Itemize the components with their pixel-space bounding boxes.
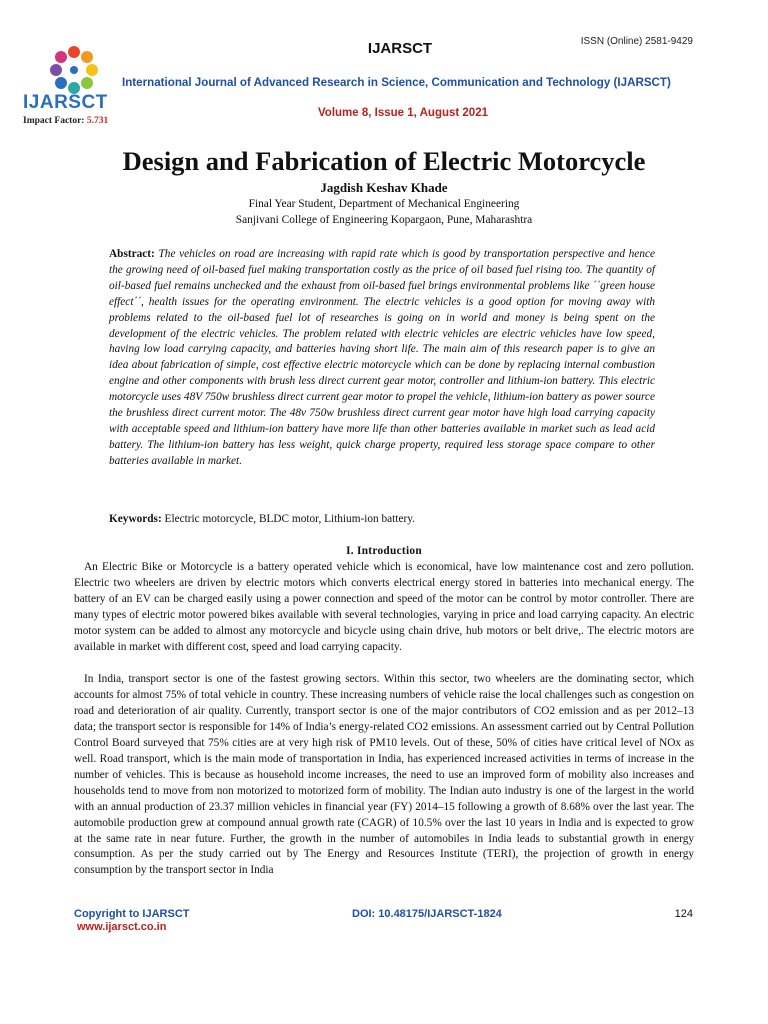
keywords-label: Keywords: [109,513,162,525]
logo-wordmark: IJARSCT [23,92,108,113]
footer-copyright: Copyright to IJARSCT [74,908,190,920]
keywords [109,513,655,525]
footer-website-link[interactable]: www.ijarsct.co.in [77,921,167,933]
affiliation-line-1: Final Year Student, Department of Mechanical Engineering [248,198,520,210]
journal-full-name: International Journal of Advanced Research in Science, Communication and Technology (IJARSCT) [122,76,671,89]
author-name: Jagdish Keshav Khade [320,180,448,195]
abstract [109,247,655,470]
affiliation-line-2: Sanjivani College of Engineering Kopargaon, Pune, Maharashtra [235,214,533,226]
intro-paragraph-2: In India, transport sector is one of the fastest growing sectors. Within this sector, two wheelers are the dominating sector, which accounts for almost 75% of total vehicle in country. These increasing numbers of vehicle raise the local challenges such as congestion on road and deterioration of air quality. Currently, transport sector is one of the major contributors of CO2 emission and as per 2012–13 data; the transport sector is responsible for 14% of India’s energy-related CO2 emissions. An assessment carried out by Central Pollution Control Board surveyed that 75% cities are at very high risk of PM10 levels. Out of these, 50% of cities have critical level of NOx as well. Road transport, which is the main mode of transportation in India, has experienced increased activities in terms of increase in the number of vehicles. This is because as household income increases, the need to use an improved form of mobility also increases and households tend to move from non motorized to motorized form of mobility. The Indian auto industry is one of the largest in the world with an annual production of 23.37 million vehicles in financial year (FY) 2014–15 following a growth of 8.68% over the last year. The automobile production grew at compound annual growth rate (CAGR) of 10.5% over the last 10 years in India and is expected to grow at the same rate in near future. Further, the growth in the number of automobiles in India leads to substantial growth in energy consumption. As per the study carried out by The Energy and Resources Institute (TERI), the projection of growth in energy consumption by the transport sector in India [74,673,694,877]
abstract-label: Abstract: [109,248,155,260]
journal-short-name: IJARSCT [367,40,433,57]
intro-paragraph-1: An Electric Bike or Motorcycle is a battery operated vehicle which is economical, have low maintenance cost and zero pollution. Electric two wheelers are driven by electric motors which converts electrical energy stored in batteries into mechanical energy. The battery of an EV can be charged easily using a power connection and speed of the motor can be control by motor controller. There are many types of electric motor powered bikes available with several technologies, varying in price and load carrying capacity. An electric motor system can be added to almost any motorcycle and bicycle using chain drive, hub motors or belt drive,. The electric motors are available in market with different cost, speed and load carrying capacity. [74,561,694,653]
keywords-text: Electric motorcycle, BLDC motor, Lithium-ion battery. [164,513,415,525]
paper-title: Design and Fabrication of Electric Motorcycle [122,146,646,176]
abstract-text: The vehicles on road are increasing with rapid rate which is good by transportation perspective and hence the growing need of oil-based fuel making transportation costly as the price of oil based fuel rising too. The quantity of oil-based fuel remains unchecked and the exhaust from oil-based fuel brings environmental problems like ´´green house effect´´, health issues for the operating environment. The electric vehicles is a good option for moving away with problems related to the oil-based fuel lot of researches is going on in world and money is being spent on the development of the electric vehicles. The problem related with electric vehicles are electric vehicles have low speed, having low load carrying capacity, and batteries having short life. The main aim of this research paper is to give an idea about fabrication of simple, cost effective electric motorcycle which can be done by replacing internal combustion engine and other components with brush less direct current gear motor, controller and lithium-ion battery. This electric motorcycle uses 48V 750w brushless direct current gear motor to propel the vehicle, lithium-ion battery as power source the brushless direct current motor. The 48v 750w brushless direct current gear motor have high load carrying capacity with acceptable speed and lithium-ion battery have more life than other batteries available in market such as lead acid battery. The lithium-ion battery has less weight, quick charge property, required less storage space compare to other batteries available in market. [109,248,656,467]
issn: ISSN (Online) 2581-9429 [580,36,693,47]
volume-issue: Volume 8, Issue 1, August 2021 [317,107,488,119]
section-heading-introduction: I. Introduction [346,545,422,557]
impact-factor-label: Impact Factor: [23,116,85,126]
page-number: 124 [674,908,693,920]
footer-doi: DOI: 10.48175/IJARSCT-1824 [352,908,502,920]
impact-factor-value: 5.731 [86,116,109,126]
